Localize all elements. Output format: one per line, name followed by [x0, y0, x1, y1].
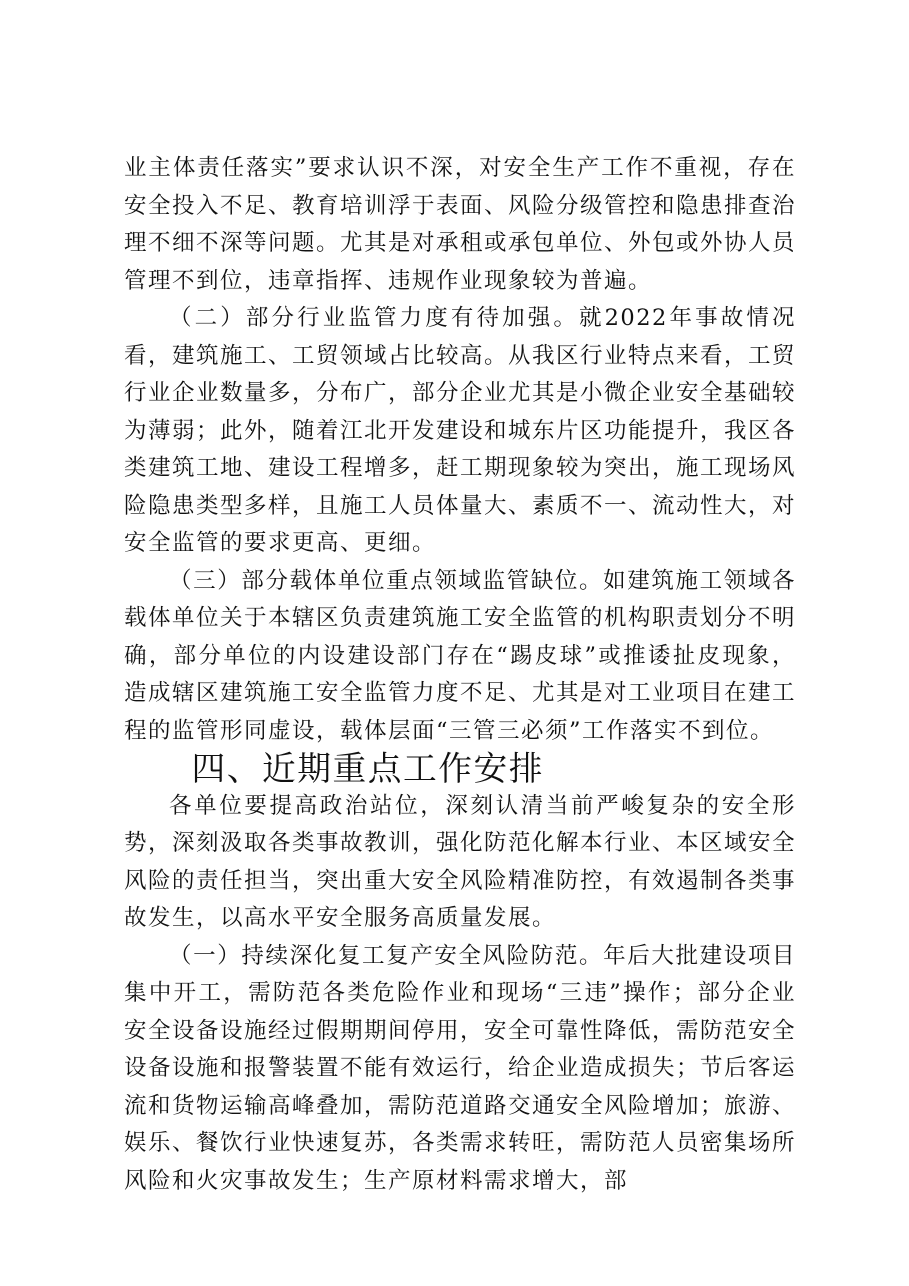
paragraph-responsibility: 业主体责任落实”要求认识不深，对安全生产工作不重视，存在安全投入不足、教育培训浮于表面、风险分级管控和隐患排查治理不细不深等问题。尤其是对承租或承包单位、外包或外协人员管理不到位，违章指挥、违规作业现象较为普遍。 — [124, 155, 797, 294]
paragraph-carrier-supervision: （三）部分载体单位重点领域监管缺位。如建筑施工领域各载体单位关于本辖区负责建筑施工安全监管的机构职责划分不明确，部分单位的内设建设部门存在“踢皮球”或推诿扯皮现象，造成辖区建筑施工安全监管力度不足、尤其是对工业项目在建工程的监管形同虚设，载体层面“三管三必须”工作落实不到位。 — [124, 567, 797, 744]
section-heading: 四、近期重点工作安排 — [191, 749, 545, 788]
paragraph-general-requirements: 各单位要提高政治站位，深刻认清当前严峻复杂的安全形势，深刻汲取各类事故教训，强化防范化解本行业、本区域安全风险的责任担当，突出重大安全风险精准防控，有效遏制各类事故发生，以高水平安全服务高质量发展。 — [124, 792, 797, 931]
paragraph-resumption-risk: （一）持续深化复工复产安全风险防范。年后大批建设项目集中开工，需防范各类危险作业和现场“三违”操作；部分企业安全设备设施经过假期期间停用，安全可靠性降低，需防范安全设备设施和报警装置不能有效运行，给企业造成损失；节后客运流和货物运输高峰叠加，需防范道路交通安全风险增加；旅游、娱乐、餐饮行业快速复苏，各类需求转旺，需防范人员密集场所风险和火灾事故发生；生产原材料需求增大，部 — [124, 942, 797, 1194]
paragraph-industry-supervision: （二）部分行业监管力度有待加强。就2022年事故情况看，建筑施工、工贸领域占比较高。从我区行业特点来看，工贸行业企业数量多，分布广，部分企业尤其是小微企业安全基础较为薄弱；此外，随着江北开发建设和城东片区功能提升，我区各类建筑工地、建设工程增多，赶工期现象较为突出，施工现场风险隐患类型多样，且施工人员体量大、素质不一、流动性大，对安全监管的要求更高、更细。 — [124, 305, 797, 556]
document-body — [124, 150, 796, 1200]
